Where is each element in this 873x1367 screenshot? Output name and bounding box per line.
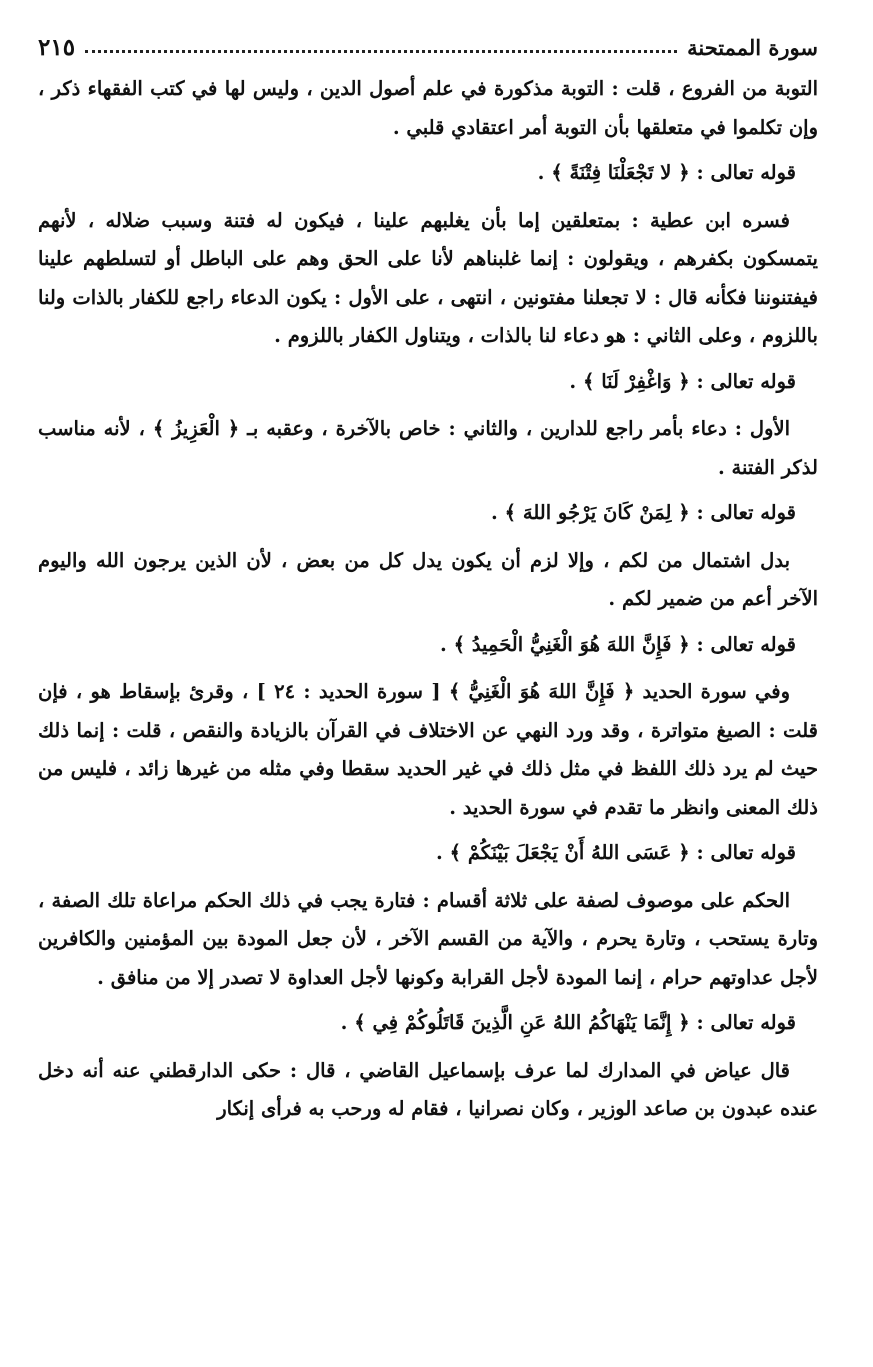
commentary-paragraph: بدل اشتمال من لكم ، وإلا لزم أن يكون يدل كل من بعض ، لأن الذين يرجون الله واليوم الآخر أعم من ضمير لكم . (38, 548, 818, 610)
commentary-paragraph: قال عياض في المدارك لما عرف بإسماعيل القاضي ، قال : حكى الدارقطني عنه أنه دخل عنده عبدون بن صاعد الوزير ، وكان نصرانيا ، فقام له ورحب به فرأى إنكار (38, 1058, 818, 1120)
book-page (38, 30, 818, 1129)
verse-lead: قوله تعالى : (696, 1011, 796, 1034)
ornate-bracket-close: ﴾ . (491, 501, 517, 524)
verse-heading (38, 1004, 818, 1043)
quran-verse-text: وَاغْفِرْ لَنَا (601, 369, 672, 393)
commentary-paragraph: وفي سورة الحديد ﴿ فَإِنَّ اللهَ هُوَ الْغَنِيُّ ﴾ [ سورة الحديد : ٢٤ ] ، وقرئ بإسقاط هو ، فإن قلت : الصيغ متواترة ، وقد ورد النهي عن الاختلاف في القرآن بالزيادة والنقص ، قلت : إنما ذلك حيث لم يرد ذلك اللفظ في مثل ذلك في غير الحديد سقطا وفي مثله من غيرها زائد ، فليس من ذلك المعنى وانظر ما تقدم في سورة الحديد . (38, 680, 818, 819)
ornate-bracket-open: ﴿ (678, 501, 690, 524)
ornate-bracket-close: ﴾ . (537, 161, 563, 184)
commentary-paragraph: التوبة من الفروع ، قلت : التوبة مذكورة في علم أصول الدين ، وليس لها في كتب الفقهاء ذكر ، وإن تكلموا في متعلقها بأن التوبة أمر اعتقادي قلبي . (38, 77, 818, 139)
verse-lead: قوله تعالى : (696, 632, 796, 656)
quran-verse-text: لِمَنْ كَانَ يَرْجُو اللهَ (522, 501, 672, 524)
surah-title: سورة الممتحنة (687, 34, 818, 60)
ornate-bracket-open: ﴿ (678, 369, 690, 393)
verse-heading (38, 626, 818, 665)
quran-verse-text: فَإِنَّ اللهَ هُوَ الْغَنِيُّ الْحَمِيدُ (471, 632, 672, 656)
running-header (38, 30, 818, 64)
header-leader-dots (85, 50, 677, 53)
ornate-bracket-open: ﴿ (678, 161, 690, 184)
ornate-bracket-close: ﴾ . (440, 632, 466, 656)
page-number: ٢١٥ (38, 33, 76, 61)
ornate-bracket-open: ﴿ (678, 632, 690, 656)
ornate-bracket-close: ﴾ . (340, 1011, 366, 1034)
commentary-paragraph: فسره ابن عطية : بمتعلقين إما بأن يغلبهم علينا ، فيكون له فتنة وسبب ضلاله ، لأنهم يتمسكون بكفرهم ، ويقولون : إنما غلبناهم لأنا على الحق وهم على الباطل أو لتسلطهم علينا فيفتنوننا فكأنه قال : لا تجعلنا مفتونين ، انتهى ، على الأول : يكون الدعاء راجع للكفار بالذات ولنا باللزوم ، وعلى الثاني : هو دعاء لنا بالذات ، ويتناول الكفار باللزوم . (38, 208, 818, 347)
commentary-paragraph: الحكم على موصوف لصفة على ثلاثة أقسام : فتارة يجب في ذلك الحكم مراعاة تلك الصفة ، وتارة يستحب ، وتارة يحرم ، والآية من القسم الآخر ، لأن جعل المودة بين المؤمنين والكافرين لأجل عداوتهم حرام ، إنما المودة لأجل القرابة وكونها لأجل العداوة لا تصدر إلا من منافق . (38, 888, 818, 989)
verse-heading (38, 494, 818, 533)
quran-verse-text: عَسَى اللهُ أَنْ يَجْعَلَ بَيْنَكُمْ (467, 841, 672, 864)
verse-heading (38, 154, 818, 193)
quran-verse-text: إِنَّمَا يَنْهَاكُمُ اللهُ عَنِ الَّذِينَ قَاتَلُوكُمْ فِي (372, 1011, 672, 1034)
verse-lead: قوله تعالى : (696, 501, 796, 524)
ornate-bracket-open: ﴿ (678, 841, 690, 864)
verse-lead: قوله تعالى : (696, 369, 796, 393)
ornate-bracket-open: ﴿ (678, 1011, 690, 1034)
verse-heading (38, 363, 818, 402)
page-body (38, 70, 818, 1129)
verse-heading (38, 834, 818, 873)
verse-lead: قوله تعالى : (696, 841, 796, 864)
verse-lead: قوله تعالى : (696, 161, 796, 184)
quran-verse-text: لا تَجْعَلْنَا فِتْنَةً (569, 161, 672, 184)
ornate-bracket-close: ﴾ . (569, 369, 595, 393)
commentary-paragraph: الأول : دعاء بأمر راجع للدارين ، والثاني : خاص بالآخرة ، وعقبه بـ ﴿ الْعَزِيزُ ﴾ ، لأنه مناسب لذكر الفتنة . (38, 417, 818, 479)
ornate-bracket-close: ﴾ . (436, 841, 462, 864)
